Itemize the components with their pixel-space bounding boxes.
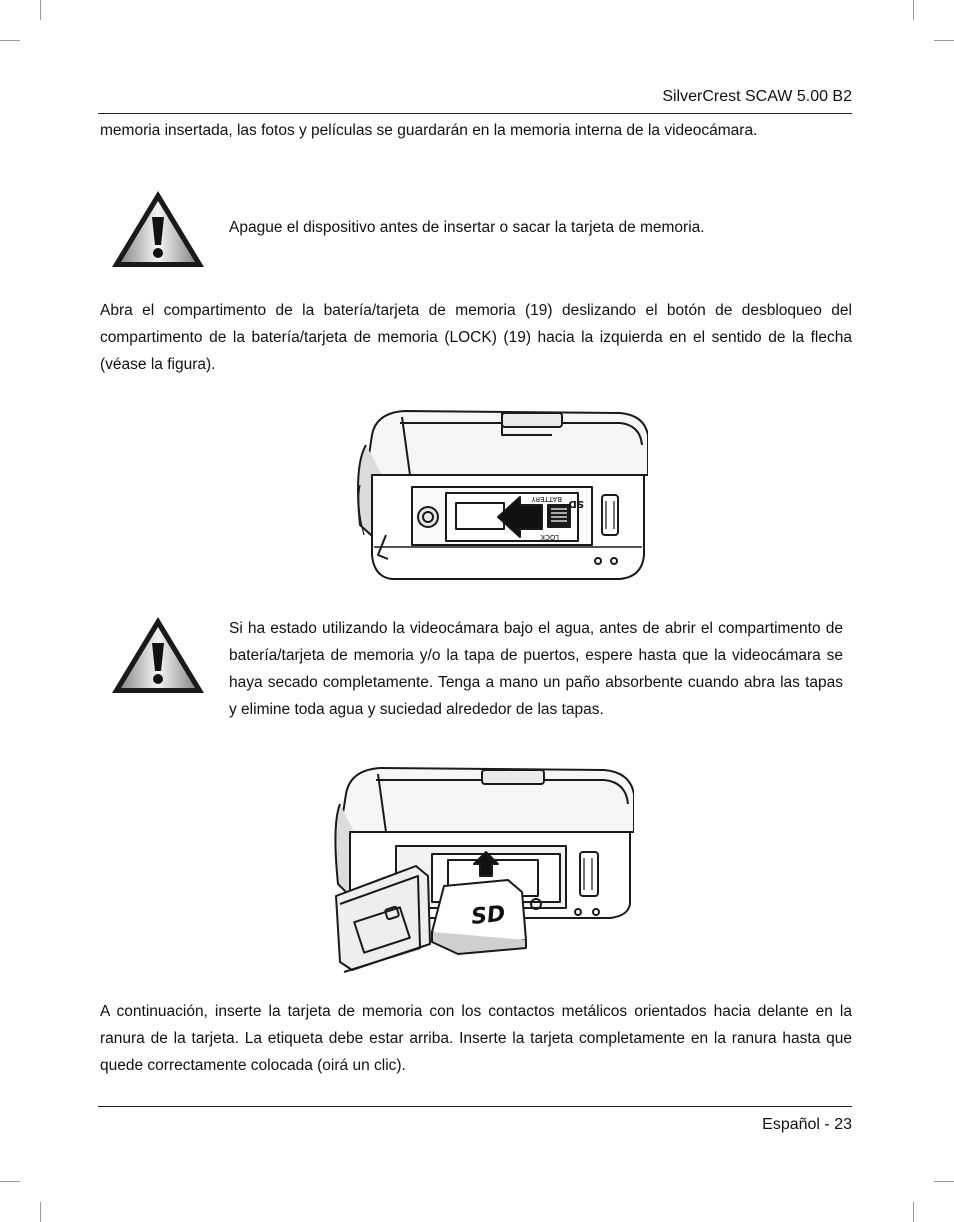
battery-label: BATTERY [531,495,562,503]
header-rule [98,113,852,114]
warning-underwater-use: Si ha estado utilizando la videocámara bajo el agua, antes de abrir el compartimento de batería/tarjeta de memoria y/o la tapa de puertos, espere hasta que la videocámara se haya secado completamente. Tenga a mano un paño absorbente cuando abra las tapas y elimine toda agua y suciedad alrededor de las tapas. [229,620,843,718]
paragraph-open-compartment: Abra el compartimento de la batería/tarjeta de memoria (19) deslizando el botón de desbloqueo del compartimento de la batería/tarjeta de memoria (LOCK) (19) hacia la izquierda en el sentido de la flecha (véase la figura). [100,302,852,373]
camera-battery-compartment-illustration [352,405,648,583]
sd-logo-small: SD [568,498,584,509]
camera-sd-card-insertion-illustration [332,764,634,974]
warning-triangle-icon [110,189,206,269]
crop-mark [913,1202,914,1222]
warning-power-off: Apague el dispositivo antes de insertar o sacar la tarjeta de memoria. [229,219,705,236]
footer-rule [98,1106,852,1107]
crop-mark [40,0,41,20]
crop-mark [913,0,914,20]
crop-mark [40,1202,41,1222]
page-header: SilverCrest SCAW 5.00 B2 [662,88,852,105]
crop-mark [934,40,954,41]
crop-mark [934,1181,954,1182]
sd-logo-large: SD [470,901,507,930]
page-number: Español - 23 [762,1116,852,1133]
paragraph-memory-internal: memoria insertada, las fotos y películas se guardarán en la memoria interna de la videocámara. [100,122,758,139]
crop-mark [0,1181,20,1182]
crop-mark [0,40,20,41]
paragraph-insert-card: A continuación, inserte la tarjeta de memoria con los contactos metálicos orientados hacia delante en la ranura de la tarjeta. La etiqueta debe estar arriba. Inserte la tarjeta completamente en la ranura hasta que quede correctamente colocada (oirá un clic). [100,1003,852,1074]
warning-triangle-icon [110,615,206,695]
lock-label: LOCK [540,533,559,541]
